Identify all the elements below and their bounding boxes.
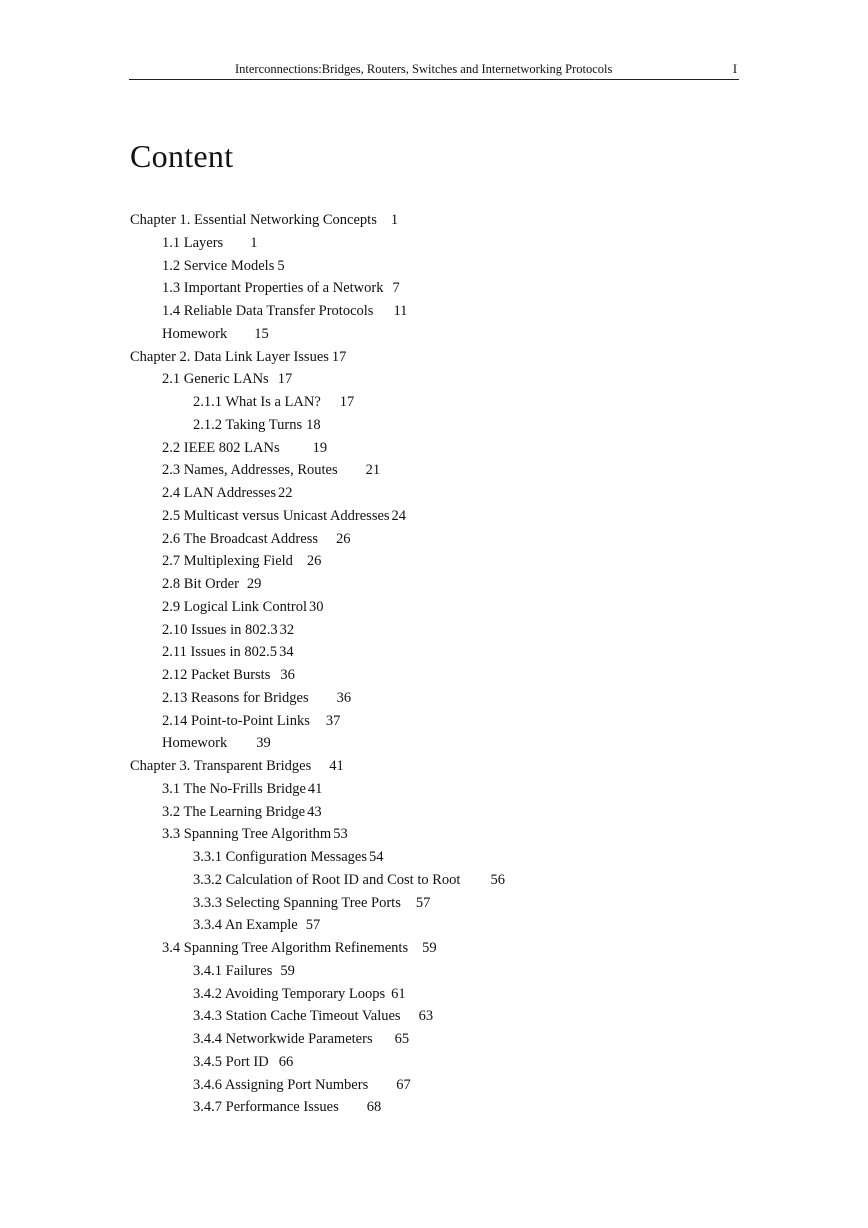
toc-entry-row[interactable] <box>130 277 750 300</box>
toc-entry-row[interactable] <box>130 368 750 391</box>
toc-entry-title: 2.2 IEEE 802 LANs <box>162 439 280 456</box>
toc-entry-title: 3.4.7 Performance Issues <box>193 1099 339 1116</box>
toc-entry-row[interactable] <box>130 710 750 733</box>
toc-entry-page-number: 22 <box>277 485 293 501</box>
toc-entry-row[interactable] <box>130 687 750 710</box>
toc-entry-row[interactable] <box>130 1028 750 1051</box>
toc-entry-row[interactable] <box>130 914 750 937</box>
toc-entry-title: 3.4.4 Networkwide Parameters <box>193 1031 373 1047</box>
toc-entry-page-number: 26 <box>306 553 322 570</box>
toc-entry-title: 3.3.3 Selecting Spanning Tree Ports <box>193 894 401 911</box>
toc-entry-row[interactable] <box>130 437 750 460</box>
toc-entry-page-number: 54 <box>368 849 384 865</box>
toc-entry-title: 2.6 The Broadcast Address <box>162 530 318 547</box>
toc-entry-title: 1.3 Important Properties of a Network <box>162 280 384 297</box>
toc-entry-row[interactable] <box>130 459 750 482</box>
toc-entry-row[interactable] <box>130 1005 750 1028</box>
toc-entry-page-number: 7 <box>392 280 400 297</box>
toc-entry-row[interactable] <box>130 619 750 642</box>
toc-entry-row[interactable] <box>130 414 750 437</box>
toc-entry-page-number: 18 <box>306 416 321 433</box>
toc-entry-title: Chapter 2. Data Link Layer Issues <box>130 348 329 365</box>
table-of-contents <box>130 209 750 1119</box>
toc-entry-title: 1.1 Layers <box>162 234 224 251</box>
toc-chapter-row[interactable] <box>130 209 750 232</box>
toc-chapter-row[interactable] <box>130 755 750 778</box>
toc-entry-title: 2.4 LAN Addresses <box>162 485 276 501</box>
toc-entry-row[interactable] <box>130 664 750 687</box>
toc-entry-page-number: 24 <box>391 507 407 524</box>
toc-entry-row[interactable] <box>130 778 750 801</box>
toc-entry-page-number: 26 <box>335 530 351 547</box>
toc-entry-page-number: 21 <box>365 462 381 479</box>
toc-entry-page-number: 1 <box>390 212 399 228</box>
toc-entry-row[interactable] <box>130 732 750 755</box>
toc-entry-title: 3.4.5 Port ID <box>193 1053 269 1070</box>
toc-entry-title: 3.3.4 An Example <box>193 917 298 934</box>
toc-entry-title: 2.14 Point-to-Point Links <box>162 712 310 729</box>
toc-entry-page-number: 15 <box>254 325 269 342</box>
toc-entry-page-number: 37 <box>325 712 341 729</box>
toc-entry-page-number: 53 <box>333 826 348 843</box>
toc-entry-row[interactable] <box>130 846 750 869</box>
toc-entry-row[interactable] <box>130 528 750 551</box>
toc-entry-page-number: 59 <box>422 940 437 956</box>
toc-entry-title: Chapter 3. Transparent Bridges <box>130 758 312 774</box>
toc-entry-page-number: 59 <box>280 962 295 979</box>
toc-entry-row[interactable] <box>130 596 750 619</box>
toc-entry-page-number: 32 <box>279 621 295 638</box>
toc-entry-page-number: 39 <box>256 735 271 752</box>
toc-entry-page-number: 19 <box>312 439 328 456</box>
toc-entry-title: 3.4.6 Assigning Port Numbers <box>193 1076 369 1093</box>
running-title: Interconnections:Bridges, Routers, Switches and Internetworking Protocols <box>235 62 613 76</box>
toc-entry-row[interactable] <box>130 482 750 505</box>
toc-entry-row[interactable] <box>130 550 750 573</box>
toc-entry-row[interactable] <box>130 960 750 983</box>
toc-entry-title: 2.13 Reasons for Bridges <box>162 689 309 706</box>
toc-entry-title: 2.1.2 Taking Turns <box>193 416 303 433</box>
toc-entry-row[interactable] <box>130 869 750 892</box>
toc-entry-page-number: 63 <box>418 1008 434 1025</box>
toc-entry-page-number: 41 <box>307 780 323 797</box>
toc-entry-row[interactable] <box>130 505 750 528</box>
toc-entry-title: 3.4 Spanning Tree Algorithm Refinements <box>162 940 409 956</box>
toc-entry-page-number: 11 <box>393 303 408 319</box>
toc-entry-title: 2.1 Generic LANs <box>162 371 269 388</box>
toc-entry-title: 2.12 Packet Bursts <box>162 667 271 683</box>
toc-entry-title: 3.4.2 Avoiding Temporary Loops <box>193 985 386 1002</box>
toc-entry-title: 1.2 Service Models <box>162 257 275 274</box>
toc-entry-title: 2.10 Issues in 802.3 <box>162 621 278 638</box>
toc-entry-row[interactable] <box>130 823 750 846</box>
toc-entry-page-number: 56 <box>490 871 505 888</box>
toc-entry-row[interactable] <box>130 983 750 1006</box>
toc-entry-page-number: 61 <box>391 985 406 1002</box>
toc-entry-page-number: 17 <box>331 348 347 365</box>
toc-entry-row[interactable] <box>130 801 750 824</box>
toc-entry-page-number: 57 <box>305 917 321 934</box>
toc-entry-page-number: 65 <box>394 1031 410 1047</box>
toc-entry-row[interactable] <box>130 391 750 414</box>
toc-entry-title: 2.11 Issues in 802.5 <box>162 644 278 661</box>
toc-entry-page-number: 66 <box>278 1053 294 1070</box>
toc-entry-page-number: 30 <box>308 598 324 615</box>
toc-entry-row[interactable] <box>130 573 750 596</box>
toc-entry-row[interactable] <box>130 300 750 323</box>
toc-entry-row[interactable] <box>130 255 750 278</box>
toc-entry-title: 2.5 Multicast versus Unicast Addresses <box>162 507 390 524</box>
toc-entry-title: 3.1 The No-Frills Bridge <box>162 780 306 797</box>
toc-entry-title: 3.3.2 Calculation of Root ID and Cost to Root <box>193 871 461 888</box>
toc-entry-page-number: 41 <box>329 758 344 774</box>
toc-entry-page-number: 68 <box>366 1099 382 1116</box>
page-header <box>129 61 739 80</box>
toc-entry-page-number: 36 <box>336 689 352 706</box>
toc-entry-page-number: 1 <box>250 234 258 251</box>
toc-entry-page-number: 67 <box>396 1076 411 1093</box>
toc-entry-page-number: 43 <box>307 803 322 820</box>
toc-entry-page-number: 5 <box>277 257 285 274</box>
toc-entry-title: 3.4.3 Station Cache Timeout Values <box>193 1008 401 1025</box>
toc-entry-title: 3.3.1 Configuration Messages <box>193 849 367 865</box>
toc-entry-title: Chapter 1. Essential Networking Concepts <box>130 212 377 228</box>
toc-entry-row[interactable] <box>130 232 750 255</box>
toc-entry-page-number: 36 <box>280 667 295 683</box>
toc-entry-title: Homework <box>162 325 228 342</box>
page-title: Content <box>130 138 234 174</box>
toc-entry-title: Homework <box>162 735 228 752</box>
toc-entry-title: 3.4.1 Failures <box>193 962 273 979</box>
toc-entry-title: 2.1.1 What Is a LAN? <box>193 394 321 410</box>
toc-entry-title: 2.9 Logical Link Control <box>162 598 307 615</box>
toc-entry-row[interactable] <box>130 1074 750 1097</box>
toc-entry-page-number: 17 <box>339 394 355 410</box>
toc-entry-row[interactable] <box>130 1051 750 1074</box>
toc-entry-page-number: 29 <box>246 576 262 592</box>
toc-entry-title: 2.3 Names, Addresses, Routes <box>162 462 338 479</box>
toc-entry-row[interactable] <box>130 892 750 915</box>
toc-entry-row[interactable] <box>130 323 750 346</box>
toc-entry-row[interactable] <box>130 1096 750 1119</box>
page-number: I <box>732 62 737 76</box>
toc-entry-title: 3.3 Spanning Tree Algorithm <box>162 826 332 843</box>
toc-entry-title: 3.2 The Learning Bridge <box>162 803 306 820</box>
toc-entry-page-number: 57 <box>415 894 431 911</box>
toc-entry-row[interactable] <box>130 937 750 960</box>
toc-entry-title: 1.4 Reliable Data Transfer Protocols <box>162 303 374 319</box>
toc-chapter-row[interactable] <box>130 346 750 369</box>
toc-entry-title: 2.8 Bit Order <box>162 576 239 592</box>
toc-entry-page-number: 34 <box>279 644 294 661</box>
toc-entry-title: 2.7 Multiplexing Field <box>162 553 293 570</box>
toc-entry-row[interactable] <box>130 641 750 664</box>
toc-entry-page-number: 17 <box>277 371 293 388</box>
